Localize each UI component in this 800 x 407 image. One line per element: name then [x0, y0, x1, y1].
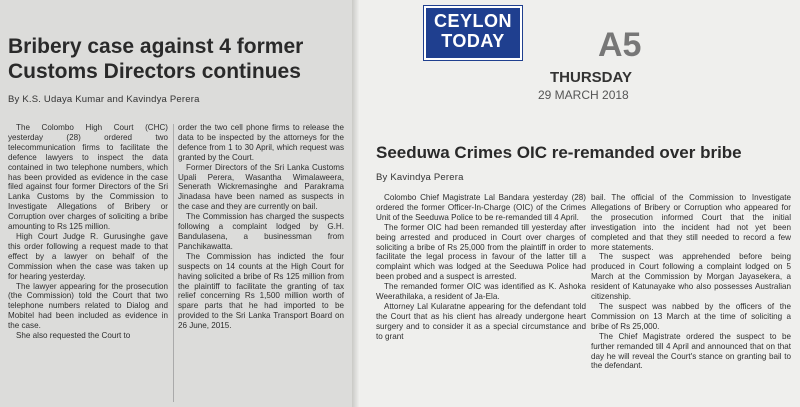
- paragraph: High Court Judge R. Gurusinghe gave this order following a request made to that effect by a lawyer on behalf of the Commission when the case was taken up for hearing yesterday.: [8, 231, 168, 281]
- paragraph: The Commission has indicted the four suspects on 14 counts at the High Court for having solicited a bribe of Rs 125 million from the plaintiff to facilitate the granting of tax relief concerning Rs 1,500 million worth of spare parts that he had imported to be provided to the Sri Lanka Transport Board on 26 June, 2015.: [178, 251, 344, 331]
- newspaper-logo: [424, 6, 522, 60]
- article2-column-2: [591, 193, 791, 371]
- article2-column-1: [376, 193, 586, 342]
- logo-line-1: CEYLON: [433, 11, 512, 31]
- paragraph: The remanded former OIC was identified as K. Ashoka Weerathilaka, a resident of Ja-Ela.: [376, 282, 586, 302]
- paragraph: Former Directors of the Sri Lanka Customs Upali Perera, Wasantha Wimalaweera, Senerath Wickremasinghe and Parakrama Jinadasa have been named as suspects in the case and they are currently on bail.: [178, 162, 344, 212]
- column-divider: [173, 124, 174, 402]
- page-number: A5: [598, 26, 642, 64]
- paragraph: The suspect was apprehended before being produced in Court following a complaint lodged on 5 March at the Commission by Morgan Jayasekera, a resident of Katunayake who also possesses Australian citizenship.: [591, 252, 791, 302]
- article1-headline: Bribery case against 4 former Customs Directors continues: [8, 35, 304, 83]
- date-weekday: THURSDAY: [550, 69, 632, 86]
- paragraph: The former OIC had been remanded till yesterday after being arrested and produced in Court over charges of soliciting a bribe of Rs 25,000 from the plaintiff in order to facilitate the legal process in favour of the latter till a complaint which was lodged at the Seeduwa Police had been probed and a suspect is arrested.: [376, 222, 586, 282]
- paragraph: The Colombo High Court (CHC) yesterday (28) ordered two telecommunication firms to facilitate the defence lawyers to inspect the data contained in two telephone numbers, which has been provided as evidence in the case filed against four former Directors of the Sri Lanka Customs by the Commission to Investigate Allegations of Bribery or Corruption over charges of soliciting a bribe amounting to Rs 125 million.: [8, 123, 168, 232]
- paragraph: bail. The official of the Commission to Investigate Allegations of Bribery or Corruption who appeared for the prosecution informed Court that the initial investigation into the incident had not yet been completed and that they still needed to record a few more statements.: [591, 193, 791, 252]
- paragraph: Attorney Lal Kularatne appearing for the defendant told the Court that as his client has already undergone heart surgery and to consider it as a special circumstance and to grant: [376, 301, 586, 341]
- paragraph: order the two cell phone firms to release the data to be inspected by the attorneys for the defence from 1 to 30 April, which request was granted by the Court.: [178, 123, 344, 162]
- paragraph: She also requested the Court to: [16, 331, 131, 341]
- clipping-edge: [352, 0, 360, 407]
- article1-column-2: [178, 123, 344, 331]
- article2-headline: Seeduwa Crimes OIC re-remanded over bribe: [376, 143, 742, 162]
- logo-line-2: TODAY: [441, 31, 505, 51]
- article1-byline: By K.S. Udaya Kumar and Kavindya Perera: [8, 94, 200, 105]
- paragraph: Colombo Chief Magistrate Lal Bandara yesterday (28) ordered the former Officer-In-Charge (OIC) of the Crimes Unit of the Seeduwa Police to be re-remanded till 4 April.: [376, 193, 586, 222]
- article1-column-1: [8, 123, 168, 341]
- article2-byline: By Kavindya Perera: [376, 172, 464, 183]
- date-full: 29 MARCH 2018: [538, 88, 629, 102]
- paragraph: The Chief Magistrate ordered the suspect to be further remanded till 4 April and announced that on that day he will reveal the Court's stance on granting bail to the defendant.: [591, 331, 791, 371]
- paragraph: The suspect was nabbed by the officers of the Commission on 13 March at the time of soliciting a bribe of Rs 25,000.: [591, 301, 791, 331]
- paragraph: The lawyer appearing for the prosecution (the Commission) told the Court that two telephone numbers related to Dialog and Mobitel had been included as evidence in the case.: [8, 281, 168, 331]
- paragraph: The Commission has charged the suspects following a complaint lodged by G.H. Bandulasena, a businessman from Panchikawatta.: [178, 212, 344, 251]
